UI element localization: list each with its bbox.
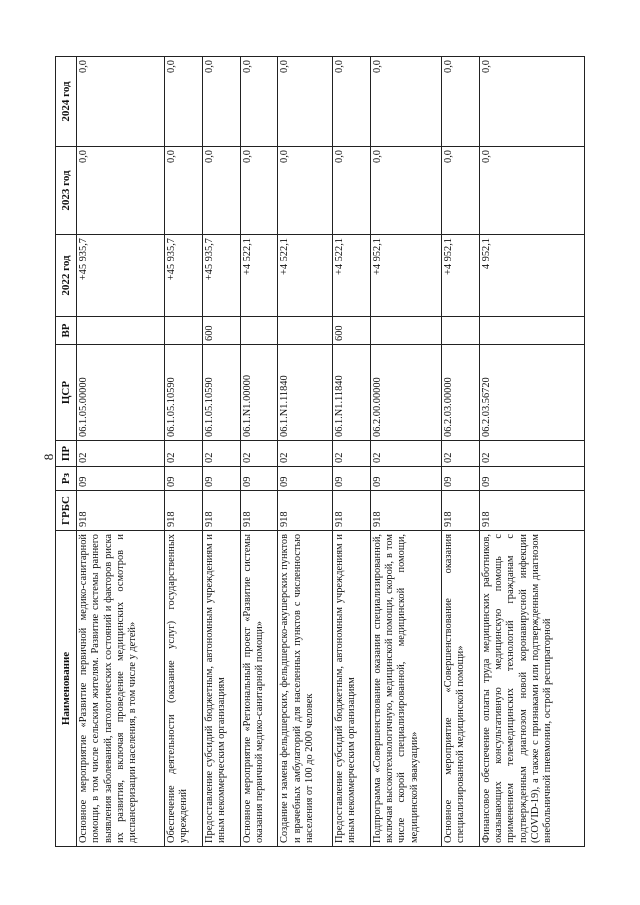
cell-2023: 0,0 [370, 147, 441, 235]
cell-2024: 0,0 [442, 57, 480, 147]
cell-csr: 06.1.05.10590 [202, 345, 240, 441]
cell-rz: 09 [278, 467, 333, 491]
cell-rz: 09 [442, 467, 480, 491]
cell-vr [278, 317, 333, 345]
cell-pr: 02 [370, 441, 441, 467]
cell-csr: 06.1.N1.11840 [333, 345, 371, 441]
cell-pr: 02 [442, 441, 480, 467]
header-vr: ВР [56, 317, 77, 345]
cell-csr: 06.1.N1.11840 [278, 345, 333, 441]
cell-2022: 4 952,1 [479, 235, 584, 317]
table-row [202, 57, 240, 847]
cell-2024: 0,0 [333, 57, 371, 147]
cell-rz: 09 [333, 467, 371, 491]
cell-2022: +4 952,1 [442, 235, 480, 317]
cell-vr [370, 317, 441, 345]
cell-2022: +4 522,1 [240, 235, 278, 317]
cell-rz: 09 [202, 467, 240, 491]
header-2022: 2022 год [56, 235, 77, 317]
cell-2024: 0,0 [370, 57, 441, 147]
cell-2023: 0,0 [77, 147, 165, 235]
cell-name: Обеспечение деятельности (оказание услуг) государственных учреждений [165, 531, 203, 847]
cell-rz: 09 [240, 467, 278, 491]
cell-2023: 0,0 [240, 147, 278, 235]
cell-vr [442, 317, 480, 345]
cell-grbs: 918 [479, 491, 584, 531]
cell-name: Основное мероприятие «Региональный проект «Развитие системы оказания первичной медико-санитарной помощи» [240, 531, 278, 847]
cell-name: Создание и замена фельдшерских, фельдшерско-акушерских пунктов и врачебных амбулаторий для населенных пунктов с численностью населения от 100 до 2000 человек [278, 531, 333, 847]
header-name: Наименование [56, 531, 77, 847]
table-header-row [56, 57, 77, 847]
cell-grbs: 918 [442, 491, 480, 531]
cell-pr: 02 [165, 441, 203, 467]
table-row [165, 57, 203, 847]
cell-vr: 600 [202, 317, 240, 345]
cell-vr [77, 317, 165, 345]
budget-table [55, 56, 585, 847]
cell-pr: 02 [240, 441, 278, 467]
cell-vr: 600 [333, 317, 371, 345]
cell-csr: 06.1.05.00000 [77, 345, 165, 441]
cell-pr: 02 [333, 441, 371, 467]
cell-2024: 0,0 [278, 57, 333, 147]
cell-vr [240, 317, 278, 345]
cell-2023: 0,0 [278, 147, 333, 235]
table-row [77, 57, 165, 847]
cell-2022: +45 935,7 [77, 235, 165, 317]
cell-vr [165, 317, 203, 345]
header-pr: ПР [56, 441, 77, 467]
cell-name: Основное мероприятие «Совершенствование оказания специализированной медицинской помощи» [442, 531, 480, 847]
cell-grbs: 918 [278, 491, 333, 531]
cell-2024: 0,0 [479, 57, 584, 147]
header-2024: 2024 год [56, 57, 77, 147]
table-row [442, 57, 480, 847]
cell-name: Предоставление субсидий бюджетным, автономным учреждениям и иным некоммерческим организациям [333, 531, 371, 847]
cell-pr: 02 [77, 441, 165, 467]
cell-rz: 09 [77, 467, 165, 491]
cell-2022: +4 522,1 [333, 235, 371, 317]
cell-rz: 09 [479, 467, 584, 491]
rotated-page-content [55, 57, 585, 847]
cell-csr: 06.2.03.00000 [442, 345, 480, 441]
cell-2023: 0,0 [333, 147, 371, 235]
table-row [240, 57, 278, 847]
cell-pr: 02 [202, 441, 240, 467]
cell-2023: 0,0 [165, 147, 203, 235]
cell-vr [479, 317, 584, 345]
cell-grbs: 918 [202, 491, 240, 531]
cell-2024: 0,0 [77, 57, 165, 147]
cell-pr: 02 [278, 441, 333, 467]
cell-rz: 09 [370, 467, 441, 491]
cell-2024: 0,0 [165, 57, 203, 147]
cell-name: Подпрограмма «Совершенствование оказания специализированной, включая высокотехнологичную, медицинской помощи, скорой, в том числе скорой специализированной, медицинской помощи, медицинской эвакуации» [370, 531, 441, 847]
cell-2022: +45 935,7 [165, 235, 203, 317]
cell-2023: 0,0 [479, 147, 584, 235]
cell-2022: +45 935,7 [202, 235, 240, 317]
cell-grbs: 918 [370, 491, 441, 531]
cell-2024: 0,0 [202, 57, 240, 147]
header-2023: 2023 год [56, 147, 77, 235]
header-csr: ЦСР [56, 345, 77, 441]
cell-grbs: 918 [240, 491, 278, 531]
cell-pr: 02 [479, 441, 584, 467]
cell-name: Основное мероприятие «Развитие первичной медико-санитарной помощи, в том числе сельским жителям. Развитие системы раннего выявления заболеваний, патологических состояний и факторов риска их развития, включая проведение медицинских осмотров и диспансеризации населения, в том числе у детей» [77, 531, 165, 847]
cell-name: Предоставление субсидий бюджетным, автономным учреждениям и иным некоммерческим организациям [202, 531, 240, 847]
cell-2022: +4 522,1 [278, 235, 333, 317]
cell-grbs: 918 [333, 491, 371, 531]
table-row [278, 57, 333, 847]
cell-csr: 06.2.03.56720 [479, 345, 584, 441]
cell-csr: 06.1.N1.00000 [240, 345, 278, 441]
cell-grbs: 918 [77, 491, 165, 531]
cell-2023: 0,0 [202, 147, 240, 235]
cell-name: Финансовое обеспечение оплаты труда медицинских работников, оказывающих консультативную медицинскую помощь с применением телемедицинских технологий гражданам с подтвержденным диагнозом новой коронавирусной инфекции (COVID-19), а также с признаками или подтвержденным диагнозом внебольничной пневмонии, острой респираторной [479, 531, 584, 847]
cell-2022: +4 952,1 [370, 235, 441, 317]
cell-2023: 0,0 [442, 147, 480, 235]
cell-csr: 06.1.05.10590 [165, 345, 203, 441]
cell-rz: 09 [165, 467, 203, 491]
cell-grbs: 918 [165, 491, 203, 531]
cell-csr: 06.2.00.00000 [370, 345, 441, 441]
page-number: 8 [41, 453, 56, 461]
cell-2024: 0,0 [240, 57, 278, 147]
header-rz: Рз [56, 467, 77, 491]
table-row [479, 57, 584, 847]
table-row [370, 57, 441, 847]
header-grbs: ГРБС [56, 491, 77, 531]
table-row [333, 57, 371, 847]
